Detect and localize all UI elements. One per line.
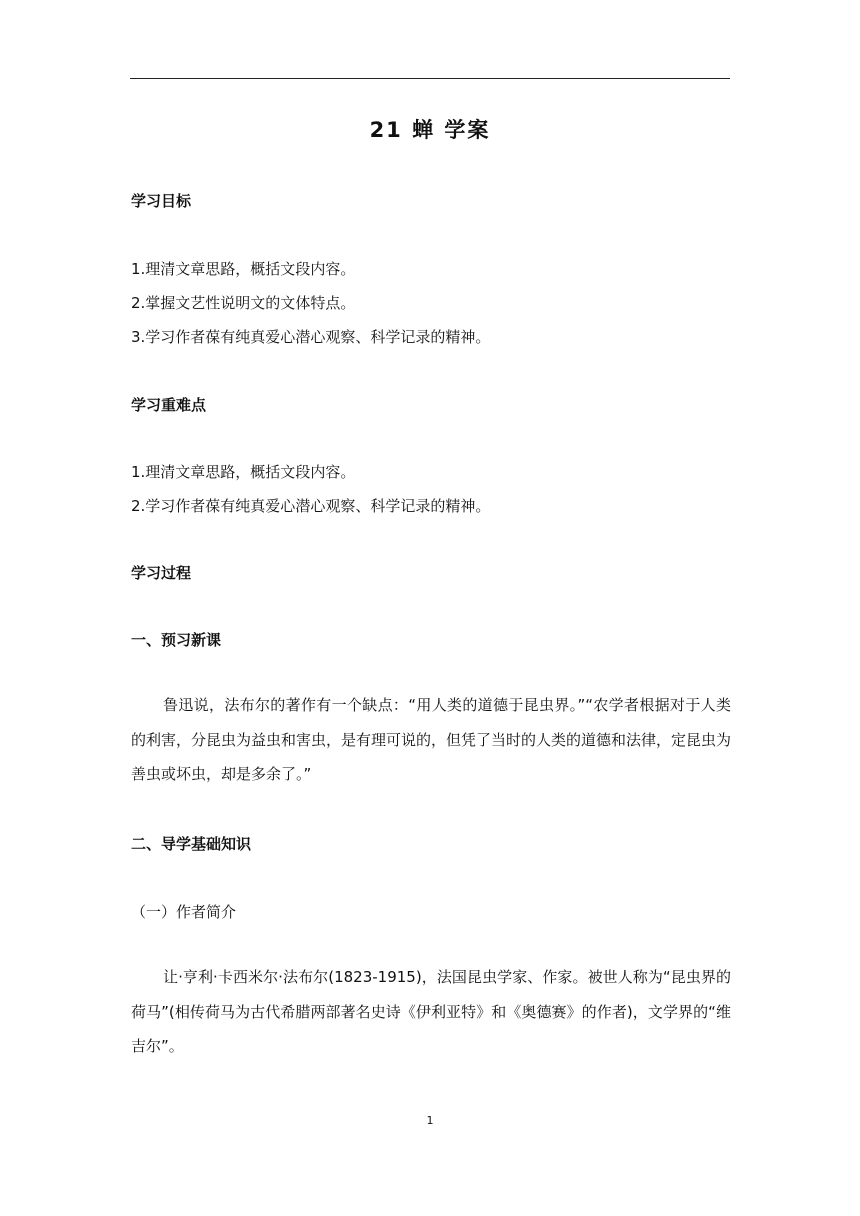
objective-item: 1.理清文章思路，概括文段内容。 (131, 260, 356, 278)
part2-subheading: （一）作者简介 (131, 903, 237, 921)
header-rule (130, 78, 730, 79)
keypoint-item: 2.学习作者葆有纯真爱心潜心观察、科学记录的精神。 (131, 497, 491, 515)
part2-paragraph: 让·亨利·卡西米尔·法布尔(1823-1915)，法国昆虫学家、作家。被世人称为“昆虫界的荷马”(相传荷马为古代希腊两部著名史诗《伊利亚特》和《奥德赛》的作者)，文学界的“维吉尔”。 (131, 968, 731, 1055)
page-title: 21 蝉 学案 (369, 118, 491, 142)
objectives-heading: 学习目标 (131, 192, 192, 210)
objective-item: 3.学习作者葆有纯真爱心潜心观察、科学记录的精神。 (131, 328, 491, 346)
part1-heading: 一、预习新课 (131, 631, 222, 649)
keypoint-item: 1.理清文章思路，概括文段内容。 (131, 463, 356, 481)
process-heading: 学习过程 (131, 564, 192, 582)
objective-item: 2.掌握文艺性说明文的文体特点。 (131, 294, 356, 312)
part2-heading: 二、导学基础知识 (131, 835, 252, 853)
keypoints-heading: 学习重难点 (131, 396, 207, 414)
page-number: 1 (426, 1114, 434, 1127)
part1-paragraph: 鲁迅说，法布尔的著作有一个缺点：“用人类的道德于昆虫界。”“农学者根据对于人类的利害，分昆虫为益虫和害虫，是有理可说的，但凭了当时的人类的道德和法律，定昆虫为善虫或坏虫，却是多余了。” (131, 696, 732, 783)
